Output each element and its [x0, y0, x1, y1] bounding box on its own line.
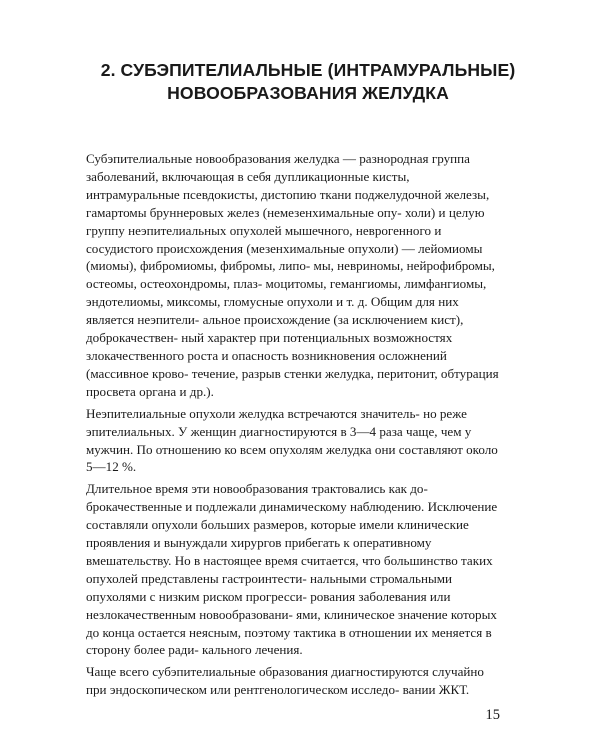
text-line: течение, разрыв стенки желудка, перитонит, обтурация просвета [86, 365, 499, 399]
text-line: холи) и целую группу неэпителиальных опухолей мышечного, [86, 204, 485, 238]
text-line: альное происхождение (за исключением кист), доброкачествен- [86, 312, 464, 346]
text-line: ный характер при потенциальных возможностях злокачественного [86, 330, 453, 363]
text-line: имели клинические проявления и вынуждали хирургов прибегать [86, 517, 469, 551]
text-line: железы, гамартомы бруннеровых желез (немезенхимальные опу- [86, 186, 490, 220]
text-line: ями, клиническое значение которых до конца остается неясным, [86, 606, 497, 640]
text-line: Исключение составляли опухоли больших размеров, которые [86, 499, 498, 533]
section-heading [96, 59, 520, 105]
text-line: группа заболеваний, включающая в себя дупликационные кисты, [86, 151, 470, 184]
text-line: Субэпителиальные новообразования желудка — разнородная [86, 151, 429, 166]
text-line: роста и опасность возникновения осложнений (массивное крово- [86, 347, 447, 381]
text-line: моцитомы, гемангиомы, лимфангиомы, эндотелиомы, миксомы, [86, 276, 487, 310]
paragraph-4 [86, 663, 506, 699]
text-line: гломусные опухоли и т. д. Общим для них является неэпители- [86, 294, 459, 328]
section-heading-line-1: 2. СУБЭПИТЕЛИАЛЬНЫЕ (ИНТРАМУРАЛЬНЫЕ) [100, 59, 516, 80]
text-line: органа и др.). [139, 383, 214, 399]
paragraph-3 [86, 480, 506, 659]
text-line: кального лечения. [201, 642, 303, 658]
text-line: что большинство таких опухолей представлены гастроинтести- [86, 552, 493, 586]
text-line: но реже эпителиальных. У женщин диагностируются в 3—4 раза [86, 405, 467, 439]
text-line: они составляют около 5—12 %. [86, 441, 498, 475]
text-line: Чаще всего субэпителиальные образования диагностируются [86, 664, 429, 680]
text-line: поэтому тактика в отношении их меняется в сторону более ради- [86, 624, 492, 658]
text-line: случайно при эндоскопическом или рентгенологическом исследо- [86, 664, 484, 698]
text-line: чаще, чем у мужчин. По отношению ко всем опухолям желудка [86, 423, 472, 457]
paragraph-2 [86, 405, 506, 477]
text-line: вании ЖКТ. [402, 682, 470, 698]
text-line: мы, невриномы, нейрофибромы, остеомы, остеохондромы, плаз- [86, 258, 495, 292]
text-line: неврогенного и сосудистого происхождения (мезенхимальные [86, 222, 442, 256]
text-line: рования заболевания или незлокачественным новообразовани- [86, 588, 451, 622]
paragraph-1 [86, 150, 506, 401]
section-heading-line-2: НОВООБРАЗОВАНИЯ ЖЕЛУДКА [167, 82, 449, 103]
text-line: брокачественные и подлежали динамическому наблюдению. [86, 499, 425, 515]
text-line: Неэпителиальные опухоли желудка встречаются значитель- [86, 405, 420, 421]
text-line: интрамуральные псевдокисты, дистопию ткани поджелудочной [86, 186, 442, 202]
text-line: опухоли) — лейомиомы (миомы), фибромиомы, фибромы, липо- [86, 240, 483, 274]
text-line: Длительное время эти новообразования трактовались как до- [86, 481, 428, 497]
body-text [86, 150, 506, 703]
text-line: нальными стромальными опухолями с низким риском прогресси- [86, 570, 453, 604]
page-number: 15 [485, 707, 500, 723]
text-line: к оперативному вмешательству. Но в настоящее время считается, [86, 535, 432, 568]
